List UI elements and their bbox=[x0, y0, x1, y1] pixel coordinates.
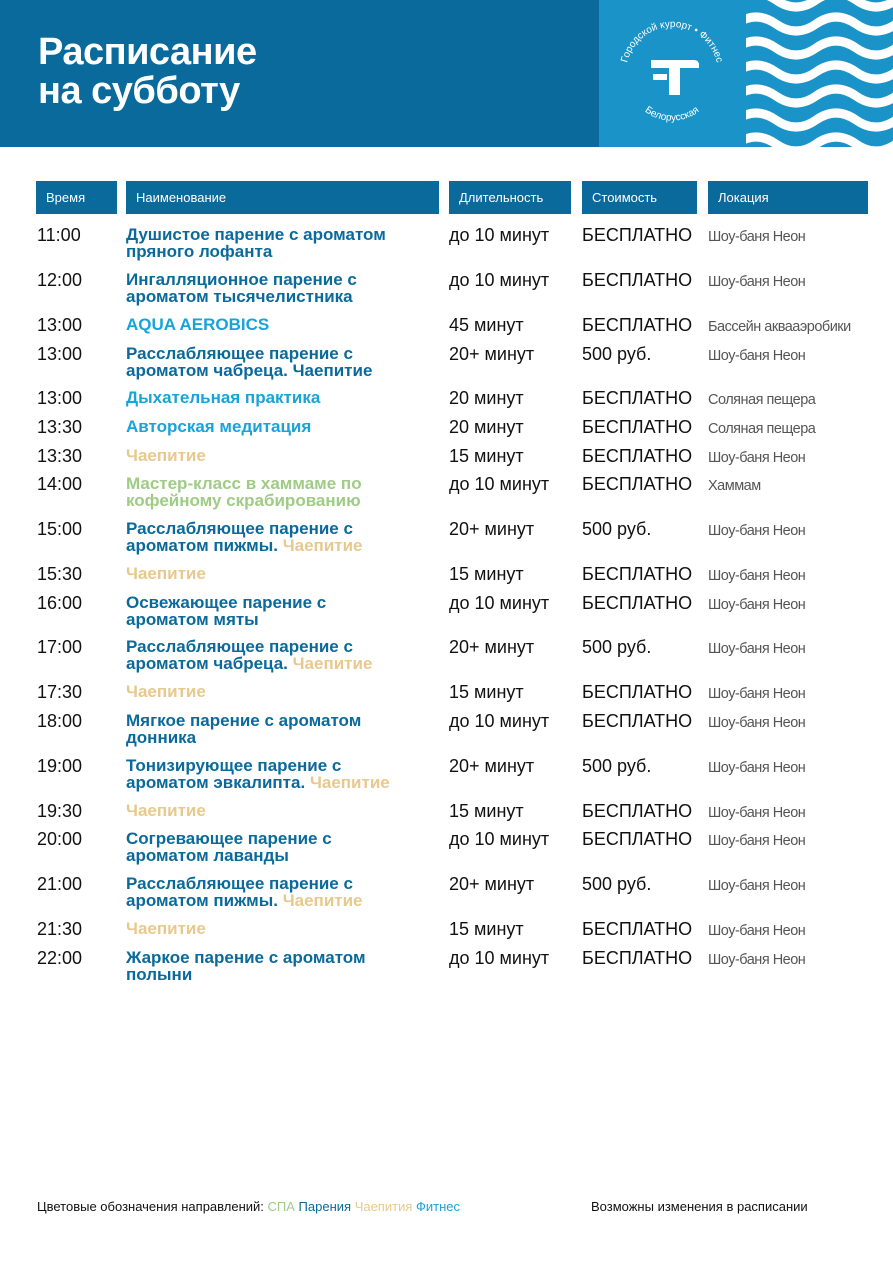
wave-pattern bbox=[746, 0, 893, 147]
column-header-location: Локация bbox=[708, 181, 868, 214]
row-activity-name bbox=[126, 683, 426, 700]
row-time: 17:00 bbox=[37, 637, 83, 657]
row-duration: 20+ минут bbox=[449, 874, 535, 894]
row-price: 500 руб. bbox=[582, 519, 652, 539]
activity-name-text: Авторская медитация bbox=[126, 417, 312, 436]
activity-name-text: ароматом мяты bbox=[126, 610, 259, 629]
row-time: 20:00 bbox=[37, 829, 83, 849]
activity-name-text: кофейному скрабированию bbox=[126, 491, 361, 510]
activity-name-text: ароматом пижмы. bbox=[126, 891, 278, 910]
activity-name-line bbox=[126, 774, 426, 791]
activity-name-text: Чаепитие bbox=[126, 446, 206, 465]
page-title bbox=[38, 33, 257, 111]
row-time: 15:30 bbox=[37, 564, 83, 584]
row-time: 22:00 bbox=[37, 948, 83, 968]
row-time: 13:00 bbox=[37, 344, 83, 364]
activity-name-line bbox=[126, 847, 426, 864]
row-price: БЕСПЛАТНО bbox=[582, 593, 693, 613]
svg-text:Городской курорт • Фитнес bbox=[619, 19, 724, 64]
activity-name-line bbox=[126, 757, 426, 774]
activity-name-line bbox=[126, 288, 426, 305]
activity-name-line bbox=[126, 243, 426, 260]
logo-ring-bottom: Белорусская bbox=[642, 104, 702, 124]
activity-name-line bbox=[126, 447, 426, 464]
row-location: Шоу-баня Неон bbox=[708, 760, 806, 776]
row-location: Шоу-баня Неон bbox=[708, 450, 806, 466]
logo-icon bbox=[599, 0, 746, 147]
row-location: Соляная пещера bbox=[708, 392, 816, 408]
row-time: 19:30 bbox=[37, 801, 83, 821]
activity-name-line bbox=[126, 802, 426, 819]
row-price: 500 руб. bbox=[582, 756, 652, 776]
row-location: Шоу-баня Неон bbox=[708, 805, 806, 821]
row-activity-name bbox=[126, 949, 426, 983]
tea-suffix: Чаепитие bbox=[309, 773, 390, 792]
row-duration: 20+ минут bbox=[449, 637, 535, 657]
row-duration: до 10 минут bbox=[449, 711, 550, 731]
row-activity-name bbox=[126, 638, 426, 672]
activity-name-line bbox=[126, 683, 426, 700]
activity-name-text: Тонизирующее парение с bbox=[126, 756, 342, 775]
activity-name-text: Душистое парение с ароматом bbox=[126, 225, 386, 244]
row-duration: до 10 минут bbox=[449, 948, 550, 968]
row-location: Шоу-баня Неон bbox=[708, 597, 806, 613]
row-activity-name bbox=[126, 271, 426, 305]
row-activity-name bbox=[126, 316, 426, 333]
activity-name-line bbox=[126, 920, 426, 937]
row-activity-name bbox=[126, 447, 426, 464]
row-time: 13:30 bbox=[37, 417, 83, 437]
activity-name-line bbox=[126, 875, 426, 892]
row-time: 11:00 bbox=[37, 225, 81, 245]
row-location: Шоу-баня Неон bbox=[708, 523, 806, 539]
row-duration: до 10 минут bbox=[449, 829, 550, 849]
column-header-name: Наименование bbox=[126, 181, 439, 214]
row-time: 14:00 bbox=[37, 474, 83, 494]
logo bbox=[599, 0, 746, 147]
row-activity-name bbox=[126, 830, 426, 864]
legend-spa: СПА bbox=[267, 1199, 295, 1214]
activity-name-text: полыни bbox=[126, 965, 193, 984]
activity-name-text: ароматом лаванды bbox=[126, 846, 289, 865]
row-duration: 15 минут bbox=[449, 801, 524, 821]
column-header-duration: Длительность bbox=[449, 181, 571, 214]
row-price: БЕСПЛАТНО bbox=[582, 446, 693, 466]
row-price: БЕСПЛАТНО bbox=[582, 474, 693, 494]
activity-name-line bbox=[126, 226, 426, 243]
row-price: БЕСПЛАТНО bbox=[582, 225, 693, 245]
activity-name-text: Расслабляющее парение с bbox=[126, 519, 353, 538]
activity-name-text: Расслабляющее парение с bbox=[126, 637, 353, 656]
row-activity-name bbox=[126, 418, 426, 435]
activity-name-line bbox=[126, 475, 426, 492]
tea-suffix: Чаепитие bbox=[282, 536, 363, 555]
row-duration: 15 минут bbox=[449, 919, 524, 939]
row-time: 13:00 bbox=[37, 315, 83, 335]
row-price: БЕСПЛАТНО bbox=[582, 315, 693, 335]
row-location: Шоу-баня Неон bbox=[708, 715, 806, 731]
activity-name-line bbox=[126, 729, 426, 746]
row-price: БЕСПЛАТНО bbox=[582, 682, 693, 702]
row-location: Шоу-баня Неон bbox=[708, 833, 806, 849]
activity-name-line bbox=[126, 655, 426, 672]
activity-name-text: Ингалляционное парение с bbox=[126, 270, 357, 289]
row-location: Шоу-баня Неон bbox=[708, 568, 806, 584]
activity-name-text: Жаркое парение с ароматом bbox=[126, 948, 366, 967]
activity-name-line bbox=[126, 520, 426, 537]
row-location: Шоу-баня Неон bbox=[708, 348, 806, 364]
row-duration: 20+ минут bbox=[449, 756, 535, 776]
row-activity-name bbox=[126, 875, 426, 909]
activity-name-text: ароматом тысячелистника bbox=[126, 287, 353, 306]
activity-name-line bbox=[126, 316, 426, 333]
logo-ring-top: Городской курорт • Фитнес bbox=[619, 18, 725, 64]
title-line-2: на субботу bbox=[38, 70, 240, 112]
row-duration: 20+ минут bbox=[449, 519, 535, 539]
row-time: 21:00 bbox=[37, 874, 83, 894]
activity-name-text: Чаепитие bbox=[126, 564, 206, 583]
activity-name-line bbox=[126, 345, 426, 362]
legend-tea: Чаепития bbox=[354, 1199, 413, 1214]
row-activity-name bbox=[126, 475, 426, 509]
activity-name-text: Освежающее парение с bbox=[126, 593, 327, 612]
row-activity-name bbox=[126, 802, 426, 819]
row-location: Бассейн аквааэробики bbox=[708, 319, 851, 335]
row-activity-name bbox=[126, 520, 426, 554]
wave-pattern-icon bbox=[746, 0, 893, 147]
activity-name-text: пряного лофанта bbox=[126, 242, 273, 261]
activity-name-text: Чаепитие bbox=[126, 919, 206, 938]
row-price: БЕСПЛАТНО bbox=[582, 829, 693, 849]
row-price: БЕСПЛАТНО bbox=[582, 270, 693, 290]
row-price: 500 руб. bbox=[582, 874, 652, 894]
row-time: 16:00 bbox=[37, 593, 83, 613]
activity-name-line bbox=[126, 966, 426, 983]
activity-name-text: Расслабляющее парение с bbox=[126, 344, 353, 363]
row-price: БЕСПЛАТНО bbox=[582, 948, 693, 968]
activity-name-text: ароматом чабреца. Чаепитие bbox=[126, 361, 373, 380]
row-price: БЕСПЛАТНО bbox=[582, 417, 693, 437]
row-activity-name bbox=[126, 226, 426, 260]
activity-name-text: Чаепитие bbox=[126, 682, 206, 701]
activity-name-line bbox=[126, 362, 426, 379]
row-location: Соляная пещера bbox=[708, 421, 816, 437]
row-location: Шоу-баня Неон bbox=[708, 686, 806, 702]
row-duration: 15 минут bbox=[449, 446, 524, 466]
row-time: 13:00 bbox=[37, 388, 83, 408]
row-time: 19:00 bbox=[37, 756, 83, 776]
row-price: 500 руб. bbox=[582, 637, 652, 657]
row-duration: 20 минут bbox=[449, 388, 524, 408]
activity-name-text: Мягкое парение с ароматом bbox=[126, 711, 362, 730]
row-duration: 45 минут bbox=[449, 315, 524, 335]
activity-name-line bbox=[126, 638, 426, 655]
legend-fitness: Фитнес bbox=[416, 1199, 461, 1214]
row-activity-name bbox=[126, 920, 426, 937]
svg-text:Белорусская bbox=[643, 105, 701, 124]
activity-name-text: Чаепитие bbox=[126, 801, 206, 820]
row-time: 12:00 bbox=[37, 270, 83, 290]
legend-label: Цветовые обозначения направлений: bbox=[37, 1199, 264, 1214]
tea-suffix: Чаепитие bbox=[282, 891, 363, 910]
legend-parenie: Парения bbox=[298, 1199, 352, 1214]
column-header-price: Стоимость bbox=[582, 181, 697, 214]
row-location: Шоу-баня Неон bbox=[708, 229, 806, 245]
activity-name-text: ароматом пижмы. bbox=[126, 536, 278, 555]
activity-name-line bbox=[126, 712, 426, 729]
row-location: Шоу-баня Неон bbox=[708, 952, 806, 968]
row-location: Шоу-баня Неон bbox=[708, 923, 806, 939]
row-activity-name bbox=[126, 389, 426, 406]
row-location: Шоу-баня Неон bbox=[708, 878, 806, 894]
row-activity-name bbox=[126, 594, 426, 628]
row-activity-name bbox=[126, 345, 426, 379]
row-duration: до 10 минут bbox=[449, 593, 550, 613]
color-legend bbox=[37, 1199, 460, 1214]
schedule-change-note: Возможны изменения в расписании bbox=[591, 1199, 808, 1214]
activity-name-text: AQUA AEROBICS bbox=[126, 315, 270, 334]
activity-name-text: Дыхательная практика bbox=[126, 388, 321, 407]
activity-name-text: Мастер-класс в хаммаме по bbox=[126, 474, 362, 493]
activity-name-text: ароматом эвкалипта. bbox=[126, 773, 306, 792]
row-location: Шоу-баня Неон bbox=[708, 274, 806, 290]
activity-name-text: ароматом чабреца. bbox=[126, 654, 288, 673]
activity-name-line bbox=[126, 892, 426, 909]
row-price: БЕСПЛАТНО bbox=[582, 711, 693, 731]
row-duration: 20+ минут bbox=[449, 344, 535, 364]
tea-suffix: Чаепитие bbox=[292, 654, 373, 673]
activity-name-line bbox=[126, 611, 426, 628]
activity-name-line bbox=[126, 271, 426, 288]
row-location: Шоу-баня Неон bbox=[708, 641, 806, 657]
row-price: БЕСПЛАТНО bbox=[582, 801, 693, 821]
row-activity-name bbox=[126, 757, 426, 791]
activity-name-line bbox=[126, 537, 426, 554]
row-duration: 20 минут bbox=[449, 417, 524, 437]
row-price: БЕСПЛАТНО bbox=[582, 564, 693, 584]
activity-name-text: донника bbox=[126, 728, 197, 747]
activity-name-text: Расслабляющее парение с bbox=[126, 874, 353, 893]
row-time: 18:00 bbox=[37, 711, 83, 731]
row-activity-name bbox=[126, 712, 426, 746]
row-price: БЕСПЛАТНО bbox=[582, 388, 693, 408]
activity-name-line bbox=[126, 389, 426, 406]
activity-name-line bbox=[126, 492, 426, 509]
row-time: 21:30 bbox=[37, 919, 83, 939]
activity-name-line bbox=[126, 418, 426, 435]
activity-name-line bbox=[126, 594, 426, 611]
row-location: Хаммам bbox=[708, 478, 761, 494]
activity-name-line bbox=[126, 949, 426, 966]
row-duration: до 10 минут bbox=[449, 474, 550, 494]
row-time: 13:30 bbox=[37, 446, 83, 466]
row-price: БЕСПЛАТНО bbox=[582, 919, 693, 939]
column-header-time: Время bbox=[36, 181, 117, 214]
row-time: 17:30 bbox=[37, 682, 83, 702]
activity-name-line bbox=[126, 830, 426, 847]
activity-name-line bbox=[126, 565, 426, 582]
title-line-1: Расписание bbox=[38, 31, 257, 73]
activity-name-text: Согревающее парение с bbox=[126, 829, 332, 848]
row-duration: до 10 минут bbox=[449, 225, 550, 245]
row-activity-name bbox=[126, 565, 426, 582]
row-duration: до 10 минут bbox=[449, 270, 550, 290]
row-time: 15:00 bbox=[37, 519, 83, 539]
row-duration: 15 минут bbox=[449, 682, 524, 702]
row-price: 500 руб. bbox=[582, 344, 652, 364]
row-duration: 15 минут bbox=[449, 564, 524, 584]
